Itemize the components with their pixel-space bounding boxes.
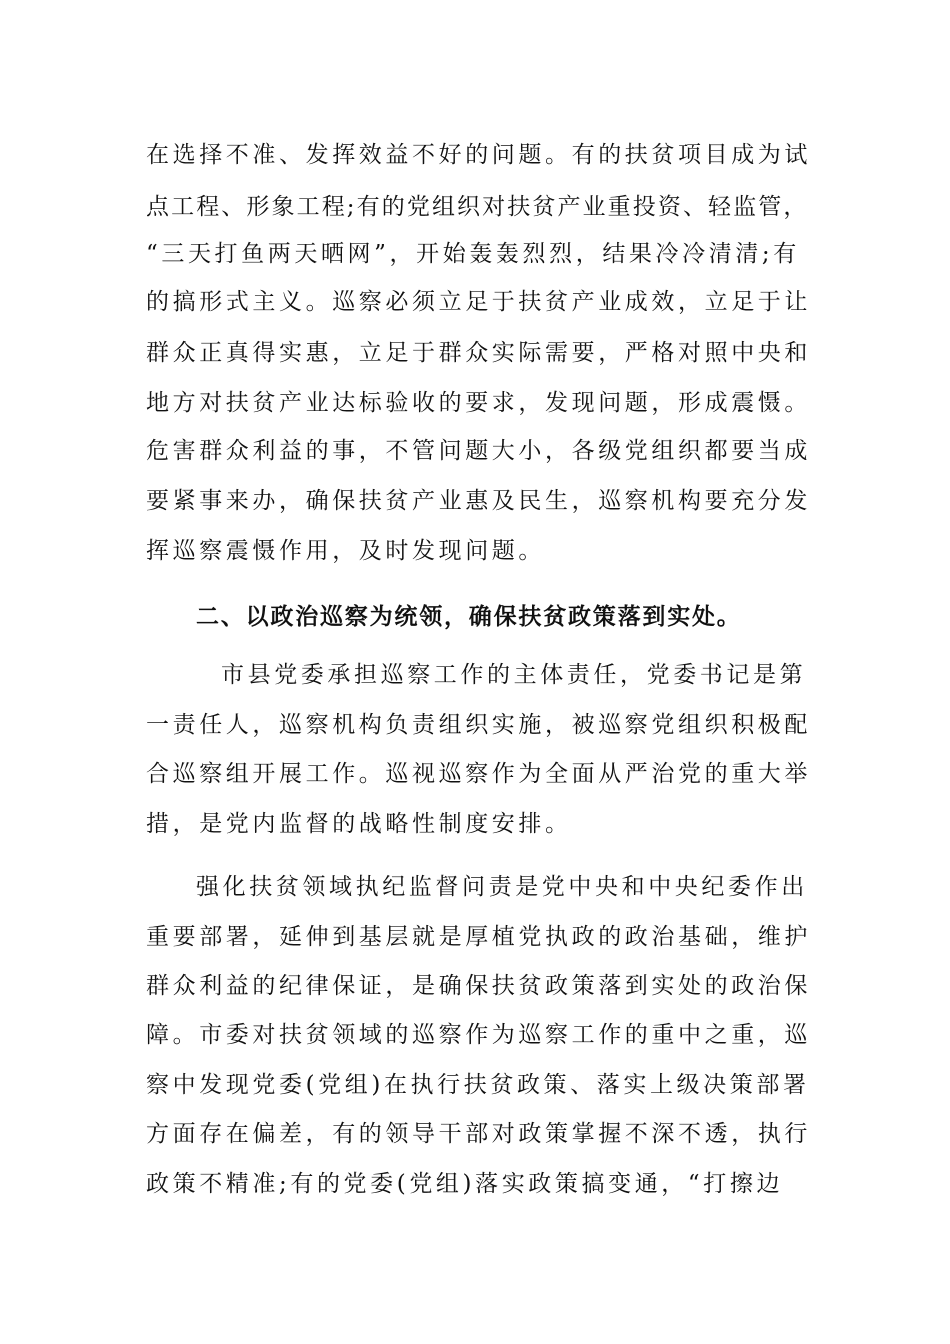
text-line: 危害群众利益的事，不管问题大小，各级党组织都要当成 [146, 438, 811, 464]
text-line: 政策不精准;有的党委(党组)落实政策搞变通，“打擦边 [146, 1171, 784, 1197]
text-line: 点工程、形象工程;有的党组织对扶贫产业重投资、轻监管， [146, 194, 809, 220]
text-line: 措，是党内监督的战略性制度安排。 [146, 811, 572, 837]
text-line: 强化扶贫领域执纪监督问责是党中央和中央纪委作出 [196, 874, 808, 900]
text-line: 市县党委承担巡察工作的主体责任，党委书记是第 [221, 662, 807, 688]
text-line: 一责任人，巡察机构负责组织实施，被巡察党组织积极配 [146, 712, 811, 738]
text-line: 在选择不准、发挥效益不好的问题。有的扶贫项目成为试 [146, 142, 811, 168]
text-line: 要紧事来办，确保扶贫产业惠及民生，巡察机构要充分发 [146, 488, 811, 514]
section-heading: 二、以政治巡察为统领，确保扶贫政策落到实处。 [196, 603, 742, 630]
text-line: 群众利益的纪律保证，是确保扶贫政策落到实处的政治保 [146, 973, 811, 999]
text-line: 群众正真得实惠，立足于群众实际需要，严格对照中央和 [146, 340, 811, 366]
text-line: 合巡察组开展工作。巡视巡察作为全面从严治党的重大举 [146, 761, 811, 787]
text-line: 障。市委对扶贫领域的巡察作为巡察工作的重中之重，巡 [146, 1022, 811, 1048]
text-line: 察中发现党委(党组)在执行扶贫政策、落实上级决策部署 [146, 1072, 810, 1098]
text-line: 的搞形式主义。巡察必须立足于扶贫产业成效，立足于让 [146, 289, 811, 315]
text-line: 地方对扶贫产业达标验收的要求，发现问题，形成震慑。 [146, 390, 811, 416]
text-line: 方面存在偏差，有的领导干部对政策掌握不深不透，执行 [146, 1121, 811, 1147]
text-line: “三天打鱼两天晒网”，开始轰轰烈烈，结果冷冷清清;有 [146, 241, 800, 267]
text-line: 重要部署，延伸到基层就是厚植党执政的政治基础，维护 [146, 924, 811, 950]
text-line: 挥巡察震慑作用，及时发现问题。 [146, 538, 545, 564]
